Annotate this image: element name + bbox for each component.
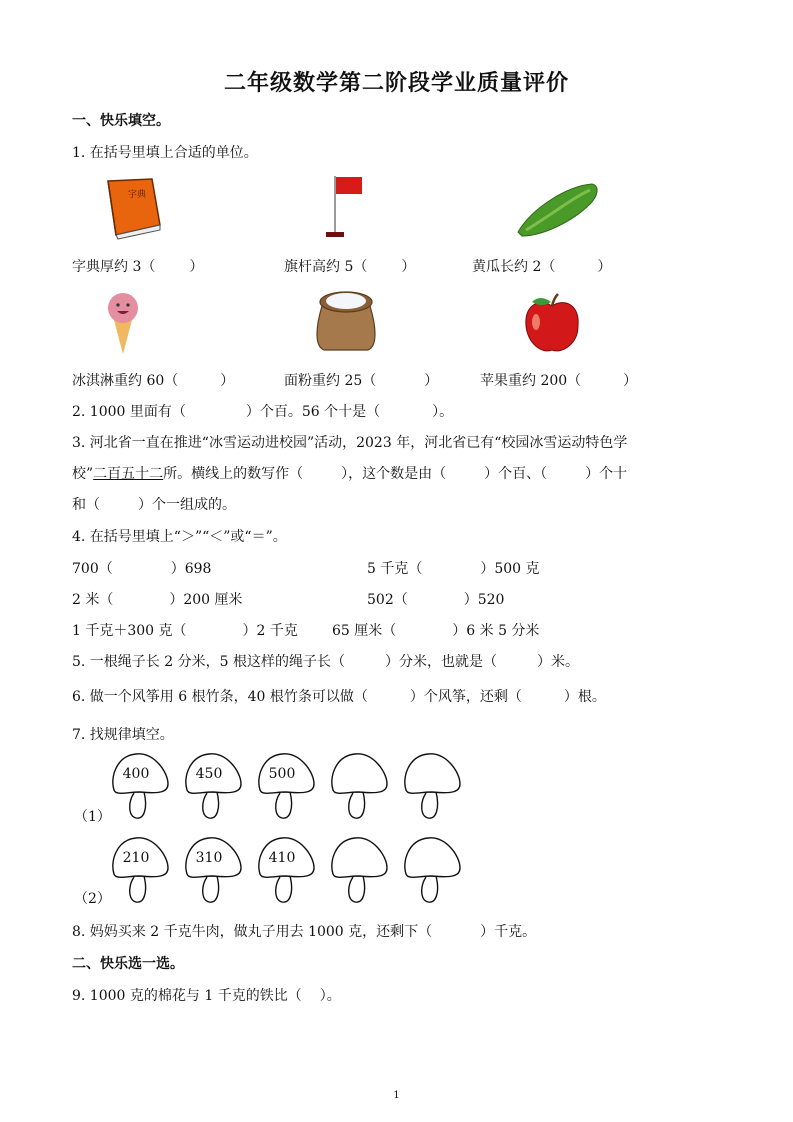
- mushroom-icon: [183, 834, 245, 906]
- mushroom-box: [110, 750, 172, 822]
- section-heading-fill: 一、快乐填空。: [72, 113, 170, 129]
- mushroom-icon: [110, 750, 172, 822]
- compare-row: 5 千克（ ）500 克: [367, 561, 540, 577]
- mushroom-box[interactable]: [402, 834, 464, 906]
- flagpole-icon: [320, 174, 370, 240]
- underlined-number: 二百五十二: [93, 466, 164, 482]
- mushroom-box: [183, 834, 245, 906]
- question-9: 9. 1000 克的棉花与 1 千克的铁比（ ）。: [72, 988, 341, 1004]
- q1-item-6: 苹果重约 200（ ）: [480, 373, 638, 389]
- question-5: 5. 一根绳子长 2 分米，5 根这样的绳子长（ ）分米，也就是（ ）米。: [72, 654, 579, 670]
- flour-sack-icon: [312, 286, 380, 354]
- question-1-prompt: 1. 在括号里填上合适的单位。: [72, 145, 258, 161]
- question-7-prompt: 7. 找规律填空。: [72, 727, 174, 743]
- mushroom-value: 310: [195, 850, 223, 866]
- mushroom-icon: [256, 834, 318, 906]
- q1-item-3: 黄瓜长约 2（ ）: [472, 259, 612, 275]
- section-heading-choice: 二、快乐选一选。: [72, 956, 184, 972]
- compare-row: 502（ ）520: [367, 592, 505, 608]
- q1-item-2: 旗杆高约 5（ ）: [284, 259, 416, 275]
- compare-row: 1 千克＋300 克（ ）2 千克: [72, 623, 298, 639]
- compare-row: 700（ ）698: [72, 561, 212, 577]
- question-6: 6. 做一个风筝用 6 根竹条，40 根竹条可以做（ ）个风筝，还剩（ ）根。: [72, 689, 606, 705]
- compare-row: 65 厘米（ ）6 米 5 分米: [332, 623, 540, 639]
- compare-row: 2 米（ ）200 厘米: [72, 592, 243, 608]
- question-4-prompt: 4. 在括号里填上“＞”“＜”或“＝”。: [72, 529, 287, 545]
- question-3-line-2: 校”二百五十二所。横线上的数写作（ ），这个数是由（ ）个百、（ ）个十: [72, 466, 628, 482]
- mushroom-box: [256, 750, 318, 822]
- page-number: 1: [393, 1090, 400, 1101]
- pattern-row-label: （2）: [74, 891, 111, 907]
- mushroom-icon: [183, 750, 245, 822]
- mushroom-box: [110, 834, 172, 906]
- mushroom-value: 410: [268, 850, 296, 866]
- mushroom-box[interactable]: [329, 834, 391, 906]
- question-3-line-3: 和（ ）个一组成的。: [72, 497, 236, 513]
- pattern-row-label: （1）: [74, 809, 111, 825]
- question-8: 8. 妈妈买来 2 千克牛肉，做丸子用去 1000 克，还剩下（ ）千克。: [72, 924, 537, 940]
- ice-cream-icon: [102, 286, 144, 356]
- q1-item-5: 面粉重约 25（ ）: [284, 373, 439, 389]
- dictionary-icon: [100, 175, 166, 241]
- mushroom-icon: [402, 750, 464, 822]
- cucumber-icon: [512, 178, 602, 238]
- mushroom-box: [183, 750, 245, 822]
- mushroom-value: 500: [268, 766, 296, 782]
- mushroom-value: 210: [122, 850, 150, 866]
- apple-icon: [520, 292, 584, 354]
- mushroom-box[interactable]: [329, 750, 391, 822]
- mushroom-icon: [256, 750, 318, 822]
- mushroom-box: [256, 834, 318, 906]
- mushroom-icon: [110, 834, 172, 906]
- q1-item-4: 冰淇淋重约 60（ ）: [72, 373, 235, 389]
- q1-item-1: 字典厚约 3（ ）: [72, 259, 204, 275]
- mushroom-icon: [329, 834, 391, 906]
- mushroom-box[interactable]: [402, 750, 464, 822]
- mushroom-value: 450: [195, 766, 223, 782]
- question-2: 2. 1000 里面有（ ）个百。56 个十是（ ）。: [72, 404, 454, 420]
- mushroom-icon: [329, 750, 391, 822]
- mushroom-icon: [402, 834, 464, 906]
- question-3-line-1: 3. 河北省一直在推进“冰雪运动进校园”活动，2023 年，河北省已有“校园冰雪运动特色学: [72, 435, 628, 451]
- mushroom-value: 400: [122, 766, 150, 782]
- page-title: 二年级数学第二阶段学业质量评价: [223, 71, 569, 96]
- svg-text:字典: 字典: [128, 190, 147, 200]
